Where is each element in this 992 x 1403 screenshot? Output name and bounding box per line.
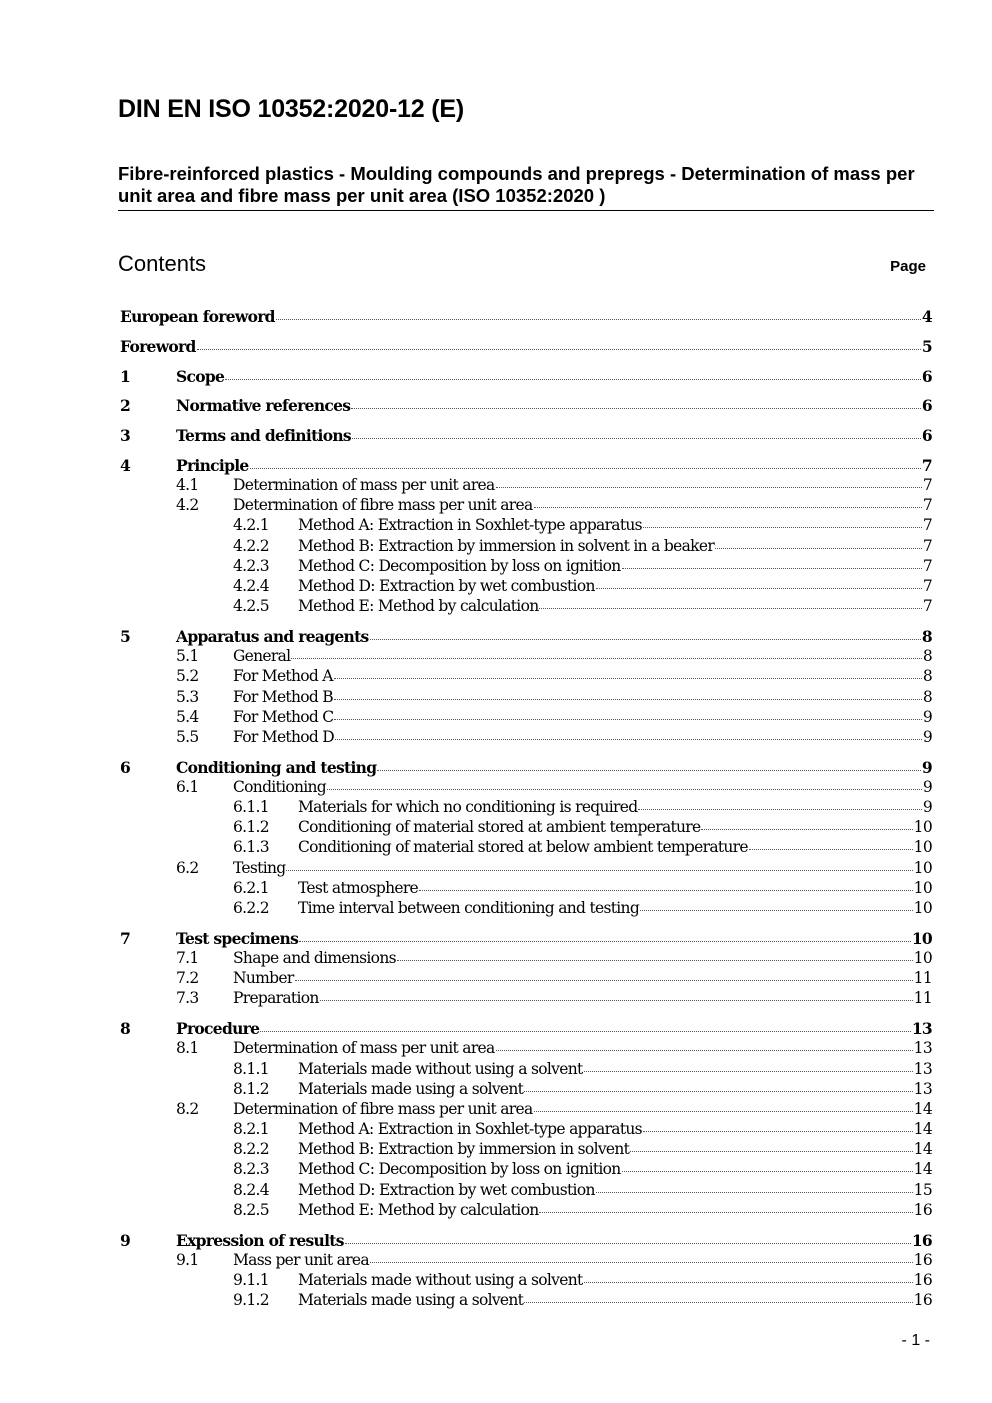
toc-entry-page: 14: [913, 1120, 932, 1139]
toc-entry[interactable]: [120, 647, 932, 667]
toc-entry-page: 8: [922, 647, 932, 666]
toc-entry[interactable]: [120, 426, 932, 446]
toc-entry[interactable]: [120, 1271, 932, 1291]
toc-entry-page: 10: [913, 818, 932, 837]
toc-entry-number: 7: [120, 928, 131, 948]
toc-dot-leader: [250, 466, 921, 469]
toc-entry-page: 5: [921, 336, 932, 356]
toc-entry[interactable]: [120, 929, 932, 949]
toc-entry-number: 8.1: [176, 1039, 199, 1058]
toc-entry-page: 7: [922, 536, 932, 555]
toc-entry-number: 6.2.1: [233, 878, 269, 897]
toc-entry[interactable]: [120, 949, 932, 969]
toc-entry-number: 8.2: [176, 1099, 199, 1118]
toc-entry[interactable]: [120, 1060, 932, 1080]
toc-entry-number: 7.2: [176, 969, 199, 988]
toc-entry-title: Mass per unit area: [233, 1250, 369, 1269]
toc-entry-title: Conditioning of material stored at below ambient temperature: [298, 838, 748, 857]
toc-entry-title: Materials made without using a solvent: [298, 1271, 583, 1289]
toc-entry-page: 7: [922, 597, 932, 616]
toc-dot-leader: [352, 436, 921, 439]
toc-entry-number: 4.2.4: [233, 577, 269, 596]
toc-entry-number: 9.1.2: [233, 1291, 269, 1310]
toc-entry-title: Method B: Extraction by immersion in solvent in a beaker: [298, 536, 715, 555]
toc-dot-leader: [701, 827, 912, 830]
toc-entry[interactable]: [120, 337, 932, 357]
document-title: Fibre-reinforced plastics - Moulding compounds and prepregs - Determination of mass per unit area and fibre mass per unit area (ISO 10352:2020 ): [118, 163, 915, 206]
toc-entry-page: 13: [913, 1079, 932, 1098]
toc-entry-number: 7.1: [176, 949, 199, 967]
toc-dot-leader: [643, 1129, 913, 1132]
toc-entry-title: Conditioning and testing: [176, 757, 377, 777]
toc-entry-page: 9: [922, 798, 932, 817]
toc-entry-page: 9: [922, 727, 932, 746]
toc-entry-page: 11: [913, 969, 932, 988]
toc-entry-page: 11: [913, 989, 932, 1008]
toc-entry-number: 3: [120, 426, 131, 446]
toc-dot-leader: [638, 807, 921, 810]
toc-entry-page: 16: [913, 1291, 932, 1310]
toc-entry-number: 5.2: [176, 667, 199, 686]
toc-dot-leader: [327, 787, 922, 790]
toc-entry-page: 13: [913, 1039, 932, 1058]
toc-entry-page: 9: [922, 777, 932, 796]
toc-entry-page: 7: [922, 496, 932, 515]
toc-entry-number: 5: [120, 627, 131, 646]
toc-entry[interactable]: [120, 1231, 932, 1251]
toc-entry-title: European foreword: [120, 307, 275, 326]
toc-entry-title: Testing: [233, 858, 286, 877]
toc-entry-number: 6.2: [176, 858, 199, 877]
toc-entry-title: Method A: Extraction in Soxhlet-type apparatus: [298, 516, 642, 535]
toc-entry-page: 15: [913, 1180, 932, 1199]
toc-entry-page: 4: [921, 307, 932, 326]
toc-entry[interactable]: [120, 798, 932, 818]
document-id: DIN EN ISO 10352:2020-12 (E): [118, 95, 464, 123]
toc-entry-number: 8: [120, 1019, 131, 1039]
toc-entry-title: Materials for which no conditioning is required: [298, 798, 638, 817]
table-of-contents: [120, 307, 932, 1311]
toc-entry[interactable]: [120, 688, 932, 708]
toc-entry-number: 6.1.1: [233, 798, 269, 817]
toc-entry-page: 10: [913, 878, 932, 897]
toc-entry-number: 6.2.2: [233, 899, 269, 918]
toc-entry-title: For Method A: [233, 667, 333, 686]
toc-entry-page: 7: [922, 577, 932, 596]
toc-dot-leader: [749, 847, 913, 850]
toc-entry-number: 6.1.2: [233, 818, 269, 837]
toc-entry[interactable]: [120, 778, 932, 798]
toc-dot-leader: [291, 656, 921, 659]
toc-entry-page: 16: [911, 1230, 932, 1250]
toc-entry-page: 7: [922, 476, 932, 495]
toc-entry-title: For Method C: [233, 707, 334, 726]
toc-entry-page: 10: [913, 949, 932, 967]
toc-entry-number: 7.3: [176, 989, 199, 1008]
toc-entry-number: 4.2.1: [233, 516, 269, 535]
toc-entry-number: 9.1: [176, 1250, 199, 1269]
toc-entry-title: Conditioning of material stored at ambient temperature: [298, 818, 701, 837]
toc-entry-title: Normative references: [176, 396, 351, 416]
toc-dot-leader: [295, 978, 913, 981]
toc-entry-page: 9: [922, 707, 932, 726]
toc-entry-number: 8.1.1: [233, 1059, 269, 1078]
toc-entry[interactable]: [120, 367, 932, 387]
toc-entry-title: General: [233, 647, 291, 666]
toc-entry-title: Method A: Extraction in Soxhlet-type apparatus: [298, 1120, 642, 1139]
toc-entry-page: 14: [913, 1140, 932, 1159]
toc-entry[interactable]: [120, 627, 932, 647]
toc-entry-title: Materials made without using a solvent: [298, 1059, 583, 1078]
toc-dot-leader: [345, 1241, 911, 1244]
toc-dot-leader: [534, 1109, 913, 1112]
toc-entry-number: 9.1.1: [233, 1271, 269, 1289]
toc-dot-leader: [334, 717, 921, 720]
toc-entry-title: Method E: Method by calculation: [298, 597, 539, 616]
toc-entry-number: 5.3: [176, 687, 199, 706]
toc-entry-title: Foreword: [120, 336, 196, 356]
toc-entry-page: 7: [922, 556, 932, 575]
toc-entry-page: 10: [913, 838, 932, 857]
toc-entry-title: Determination of fibre mass per unit area: [233, 496, 533, 515]
toc-entry-title: Principle: [176, 455, 249, 475]
toc-entry-number: 8.2.1: [233, 1120, 269, 1139]
toc-dot-leader: [596, 1190, 913, 1193]
toc-dot-leader: [539, 606, 921, 609]
toc-dot-leader: [397, 958, 913, 961]
toc-entry-title: Terms and definitions: [176, 426, 351, 446]
toc-dot-leader: [419, 888, 913, 891]
toc-entry-number: 4.2.5: [233, 597, 269, 616]
toc-entry-number: 1: [120, 366, 131, 386]
toc-entry-page: 10: [911, 928, 932, 948]
toc-entry[interactable]: [120, 1100, 932, 1120]
toc-entry-page: 16: [913, 1250, 932, 1269]
toc-entry-page: 8: [922, 687, 932, 706]
toc-entry-title: For Method B: [233, 687, 334, 706]
toc-entry-page: 7: [922, 516, 932, 535]
toc-dot-leader: [335, 737, 922, 740]
page-column-label: Page: [890, 258, 926, 275]
toc-entry[interactable]: [120, 307, 932, 327]
toc-dot-leader: [524, 1089, 912, 1092]
toc-dot-leader: [524, 1300, 912, 1303]
toc-entry[interactable]: [120, 496, 932, 516]
toc-entry[interactable]: [120, 1080, 932, 1100]
toc-entry-title: Method C: Decomposition by loss on ignition: [298, 1160, 621, 1179]
toc-dot-leader: [286, 868, 912, 871]
toc-entry[interactable]: [120, 1181, 932, 1201]
toc-entry-title: Method E: Method by calculation: [298, 1200, 539, 1219]
toc-entry-number: 8.1.2: [233, 1079, 269, 1098]
toc-dot-leader: [320, 998, 913, 1001]
toc-dot-leader: [260, 1029, 911, 1032]
toc-dot-leader: [351, 406, 921, 409]
toc-entry-page: 10: [913, 858, 932, 877]
toc-entry[interactable]: [120, 879, 932, 899]
toc-entry-title: Method B: Extraction by immersion in solvent: [298, 1140, 630, 1159]
toc-entry-title: For Method D: [233, 727, 335, 746]
toc-entry-title: Materials made using a solvent: [298, 1291, 524, 1310]
toc-entry-title: Determination of mass per unit area: [233, 1039, 495, 1058]
toc-entry[interactable]: [120, 516, 932, 536]
toc-entry-number: 8.2.5: [233, 1200, 269, 1219]
toc-entry-title: Expression of results: [176, 1230, 344, 1250]
toc-entry-title: Scope: [176, 366, 225, 386]
toc-entry-page: 9: [921, 757, 932, 777]
toc-entry-title: Determination of fibre mass per unit area: [233, 1099, 533, 1118]
toc-entry[interactable]: [120, 969, 932, 989]
toc-dot-leader: [622, 566, 922, 569]
toc-entry-number: 4.1: [176, 476, 199, 495]
toc-entry[interactable]: [120, 396, 932, 416]
toc-entry-title: Apparatus and reagents: [176, 627, 369, 646]
toc-dot-leader: [584, 1280, 913, 1283]
toc-entry-page: 16: [913, 1200, 932, 1219]
toc-entry[interactable]: [120, 537, 932, 557]
toc-entry-title: Procedure: [176, 1019, 260, 1039]
toc-entry-number: 8.2.4: [233, 1180, 269, 1199]
toc-dot-leader: [643, 525, 922, 528]
toc-entry-page: 7: [921, 455, 932, 475]
toc-entry[interactable]: [120, 597, 932, 617]
toc-entry-title: Time interval between conditioning and testing: [298, 899, 640, 918]
toc-entry[interactable]: [120, 838, 932, 858]
toc-dot-leader: [377, 768, 921, 771]
toc-entry[interactable]: [120, 456, 932, 476]
toc-dot-leader: [539, 1210, 912, 1213]
toc-dot-leader: [276, 317, 921, 320]
toc-entry-number: 4.2.3: [233, 556, 269, 575]
toc-entry-page: 13: [913, 1059, 932, 1078]
toc-entry-number: 5.4: [176, 707, 199, 726]
toc-entry[interactable]: [120, 476, 932, 496]
toc-entry-title: Number: [233, 969, 294, 988]
toc-entry[interactable]: [120, 1140, 932, 1160]
toc-entry-title: Shape and dimensions: [233, 949, 396, 967]
toc-entry[interactable]: [120, 1120, 932, 1140]
toc-entry[interactable]: [120, 728, 932, 748]
toc-entry-number: 5.5: [176, 727, 199, 746]
toc-dot-leader: [197, 347, 921, 350]
toc-dot-leader: [622, 1169, 913, 1172]
toc-entry-title: Method D: Extraction by wet combustion: [298, 1180, 595, 1199]
toc-entry-number: 4.2: [176, 496, 199, 515]
contents-heading: Contents: [118, 251, 207, 276]
toc-entry-page: 13: [911, 1019, 932, 1039]
toc-entry-number: 4.2.2: [233, 536, 269, 555]
toc-dot-leader: [534, 505, 922, 508]
toc-entry[interactable]: [120, 989, 932, 1009]
toc-entry-number: 9: [120, 1230, 131, 1250]
toc-entry-number: 6.1: [176, 777, 199, 796]
toc-entry[interactable]: [120, 577, 932, 597]
toc-entry-page: 6: [921, 366, 932, 386]
toc-dot-leader: [496, 1048, 913, 1051]
toc-dot-leader: [630, 1149, 913, 1152]
toc-entry[interactable]: [120, 859, 932, 879]
toc-dot-leader: [334, 697, 922, 700]
toc-entry-title: Test specimens: [176, 928, 299, 948]
toc-entry[interactable]: [120, 1039, 932, 1059]
toc-entry[interactable]: [120, 818, 932, 838]
toc-entry[interactable]: [120, 1201, 932, 1221]
toc-entry-page: 8: [922, 667, 932, 686]
toc-entry-title: Test atmosphere: [298, 878, 419, 897]
title-divider: [118, 210, 934, 211]
toc-entry-number: 8.2.2: [233, 1140, 269, 1159]
toc-dot-leader: [370, 1260, 913, 1263]
toc-entry-title: Method D: Extraction by wet combustion: [298, 577, 595, 596]
toc-entry-title: Method C: Decomposition by loss on ignition: [298, 556, 621, 575]
toc-dot-leader: [715, 546, 922, 549]
toc-dot-leader: [334, 676, 922, 679]
toc-entry-number: 4: [120, 455, 131, 475]
toc-entry[interactable]: [120, 1019, 932, 1039]
toc-entry-page: 16: [913, 1271, 932, 1289]
toc-entry-page: 14: [913, 1160, 932, 1179]
page-number: - 1 -: [901, 1332, 930, 1349]
toc-entry-number: 8.2.3: [233, 1160, 269, 1179]
toc-entry[interactable]: [120, 1160, 932, 1180]
toc-dot-leader: [640, 908, 913, 911]
toc-entry[interactable]: [120, 1251, 932, 1271]
toc-dot-leader: [496, 485, 922, 488]
toc-entry[interactable]: [120, 899, 932, 919]
toc-dot-leader: [596, 586, 922, 589]
toc-entry-page: 10: [913, 899, 932, 918]
toc-entry[interactable]: [120, 667, 932, 687]
toc-dot-leader: [370, 637, 921, 640]
toc-dot-leader: [225, 377, 921, 380]
toc-entry-page: 14: [913, 1099, 932, 1118]
toc-entry[interactable]: [120, 557, 932, 577]
toc-entry[interactable]: [120, 758, 932, 778]
toc-entry-number: 2: [120, 396, 131, 416]
toc-entry-page: 6: [921, 426, 932, 446]
toc-entry-number: 6.1.3: [233, 838, 269, 857]
toc-entry-title: Materials made using a solvent: [298, 1079, 524, 1098]
toc-entry-title: Conditioning: [233, 777, 327, 796]
toc-entry-number: 5.1: [176, 647, 199, 666]
toc-entry[interactable]: [120, 708, 932, 728]
toc-entry[interactable]: [120, 1291, 932, 1311]
toc-dot-leader: [584, 1069, 913, 1072]
toc-entry-page: 6: [921, 396, 932, 416]
toc-entry-number: 6: [120, 757, 131, 777]
toc-entry-page: 8: [921, 627, 932, 646]
toc-entry-title: Determination of mass per unit area: [233, 476, 495, 495]
toc-dot-leader: [299, 939, 911, 942]
toc-entry-title: Preparation: [233, 989, 319, 1008]
